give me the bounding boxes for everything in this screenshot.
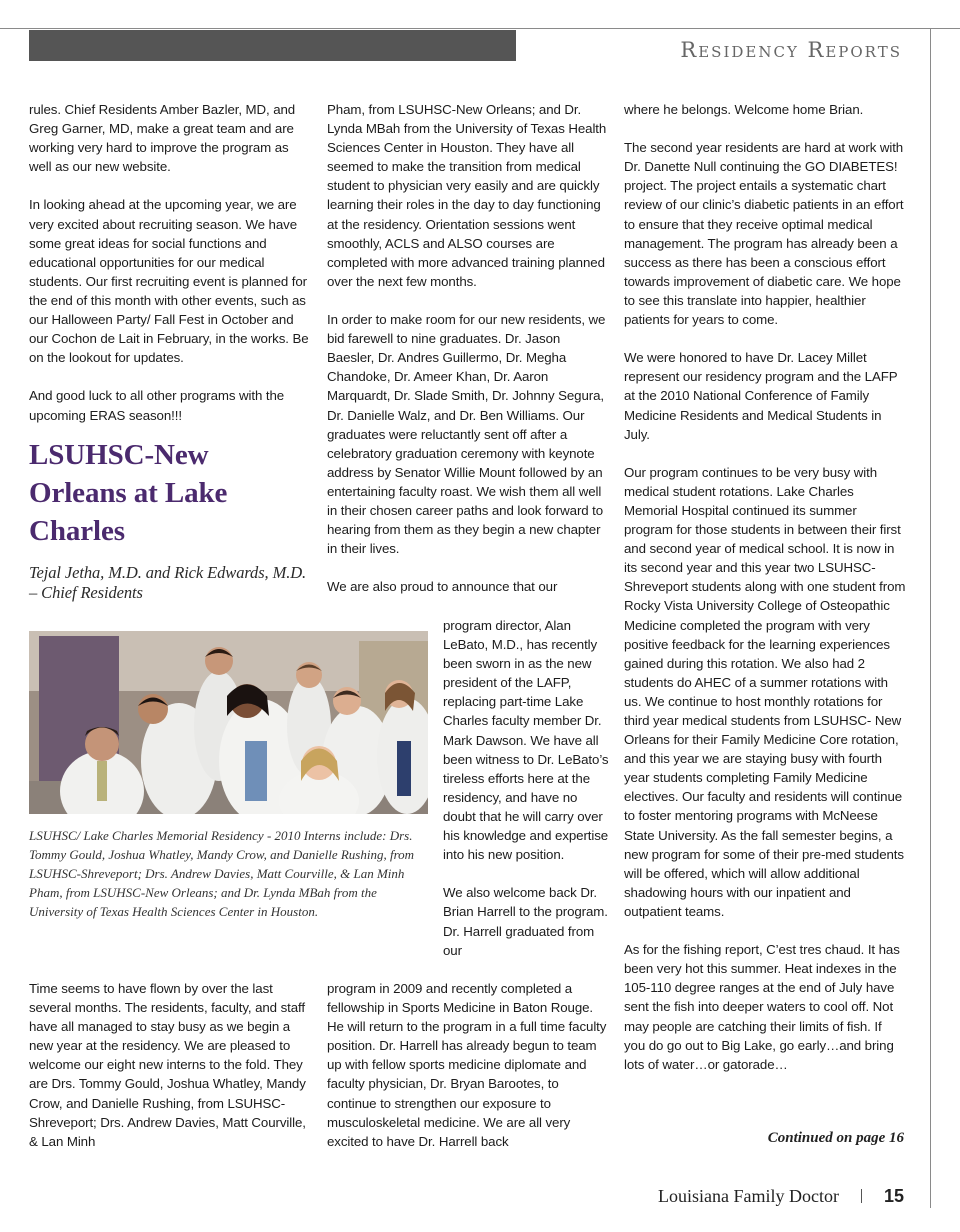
col2-paragraph: We also welcome back Dr. Brian Harrell to the program. Dr. Harrell graduated from our [443,885,608,958]
col2-paragraph: Pham, from LSUHSC-New Orleans; and Dr. Lynda MBah from the University of Texas Health Sciences Center in Houston. They have all seemed to make the transition from medical student to physician very easily and are quickly learning their roles in the day to day functioning at the residency. Orientation sessions went smoothly, ACLS and ALSO courses are completed with more advanced training planned over the next few months. [327,102,607,289]
column-2 [327,100,607,596]
group-photo [29,631,428,814]
page-edge-rule [930,28,931,1208]
footer-divider [861,1189,862,1203]
col3-paragraph: As for the fishing report, C’est tres chaud. It has been very hot this summer. Heat indexes in the 105-110 degree ranges at the end of July have sent the fish into deeper waters to cool off. Not may people are catching their limits of fish. If you do go out to Big Lake, go early…and bring lots of water…or gatorade… [624,942,900,1072]
group-photo-image [29,631,428,814]
col1-paragraph: rules. Chief Residents Amber Bazler, MD, and Greg Garner, MD, make a great team and are working very hard to improve the program as well as our new website. [29,102,296,175]
article-headline: LSUHSC-New Orleans at Lake Charles [29,438,228,547]
col3-paragraph: Our program continues to be very busy with medical student rotations. Lake Charles Memorial Hospital continued its summer program for those students in between their first and second year of medical school. It is now in its second year and this year two LSUHSC-Shreveport students along with one student from Rocky Vista University College of Osteopathic Medicine completed the program with very positive feedback for the learning experiences gained during this rotation. We also had 2 students do AHEC of a summer rotations with us. We continue to host monthly rotations for third year medical students from LSUHSC- New Orleans for their Family Medicine Core rotation, and this year we are staying busy with fourth year students completing Family Medicine electives. Our faculty and residents will continue to foster mentoring programs with McNeese State University. As the fall semester begins, a new program for some of their pre-med students will be offered, which will allow additional shadowing hours with our inpatient and outpatient teams. [624,464,906,919]
photo-caption: LSUHSC/ Lake Charles Memorial Residency - 2010 Interns include: Drs. Tommy Gould, Joshua Whatley, Mandy Crow, and Danielle Rushing, from LSUHSC-Shreveport; Drs. Andrew Davies, Matt Courville, & Lan Minh Pham, from LSUHSC-New Orleans; and Dr. Lynda MBah from the University of Texas Health Sciences Center in Houston. [29,828,415,920]
col2-paragraph: In order to make room for our new residents, we bid farewell to nine graduates. Dr. Jason Baesler, Dr. Andres Guillermo, Dr. Megha Chandoke, Dr. Ameer Khan, Dr. Aaron Marquardt, Dr. Slade Smith, Dr. Johnny Segura, Dr. Danielle Walz, and Dr. Ben Williams. Our graduates were reluctantly sent off after a celebratory graduation ceremony with keynote address by Senator Willie Mount followed by an entertaining faculty roast. We wish them all well in their chosen career paths and look forward to hearing from them as they begin a new chapter in their lives. [327,312,606,557]
column-1 [29,100,310,603]
header-rule [0,28,960,29]
page-footer [658,1186,904,1207]
column-2-continued [327,979,609,1151]
col2-paragraph: program director, Alan LeBato, M.D., has recently been sworn in as the new president of the LAFP, replacing part-time Lake Charles faculty member Dr. Mark Dawson. We have all been witness to Dr. LeBato’s tireless efforts here at the residency, and have no doubt that he will carry over his knowledge and expertise into his new position. [443,618,609,863]
page-number: 15 [883,1186,904,1206]
col2-paragraph-lead: We are also proud to announce that our [327,579,558,595]
col1-paragraph: And good luck to all other programs with the upcoming ERAS season!!! [29,388,285,423]
continued-note[interactable]: Continued on page 16 [767,1130,904,1146]
column-3 [624,100,906,1074]
col3-paragraph: We were honored to have Dr. Lacey Millet represent our residency program and the LAFP at the 2010 National Conference of Family Medicine Residents and Medical Students in July. [624,350,898,442]
column-2-inset [443,616,609,960]
col1-paragraph: In looking ahead at the upcoming year, we are very excited about recruiting season. We have some great ideas for social functions and educational opportunities for our medical students. Our first recruiting event is planned for the end of this month with other events, such as our Halloween Party/ Fall Fest in October and our Cochon de Lait in February, in the works. Be on the lookout for updates. [29,197,309,366]
col3-paragraph: The second year residents are hard at work with Dr. Danette Null continuing the GO DIABETES! project. The project entails a systematic chart review of our clinic’s diabetic patients in an effort to ensure that they receive optimal medical management. The program has already been a success as there has been a conscious effort towards improvement of diabetic care. We hope to see this translate into happier, healthier patients for years to come. [624,140,904,328]
publication-name: Louisiana Family Doctor [658,1186,839,1206]
section-title: Residency Reports [680,38,902,62]
col1-paragraph: Time seems to have flown by over the last several months. The residents, faculty, and staff have all managed to stay busy as we begin a new year at the residency. We are pleased to welcome our eight new interns to the fold. They are Drs. Tommy Gould, Joshua Whatley, Mandy Crow, and Danielle Rushing, from LSUHSC-Shreveport; Drs. Andrew Davies, Matt Courville, & Lan Minh [29,981,306,1149]
header-bar [29,30,516,61]
article-byline: Tejal Jetha, M.D. and Rick Edwards, M.D. – Chief Residents [29,562,307,602]
col2-paragraph: program in 2009 and recently completed a fellowship in Sports Medicine in Baton Rouge. He will return to the program in a full time faculty position. Dr. Harrell has already begun to team up with fellow sports medicine diplomate and faculty physician, Dr. Bryan Barootes, to continue to strengthen our exposure to musculoskeletal medicine. We are all very excited to have Dr. Harrell back [327,981,607,1149]
col3-paragraph: where he belongs. Welcome home Brian. [624,102,864,117]
column-1-continued [29,979,310,1151]
